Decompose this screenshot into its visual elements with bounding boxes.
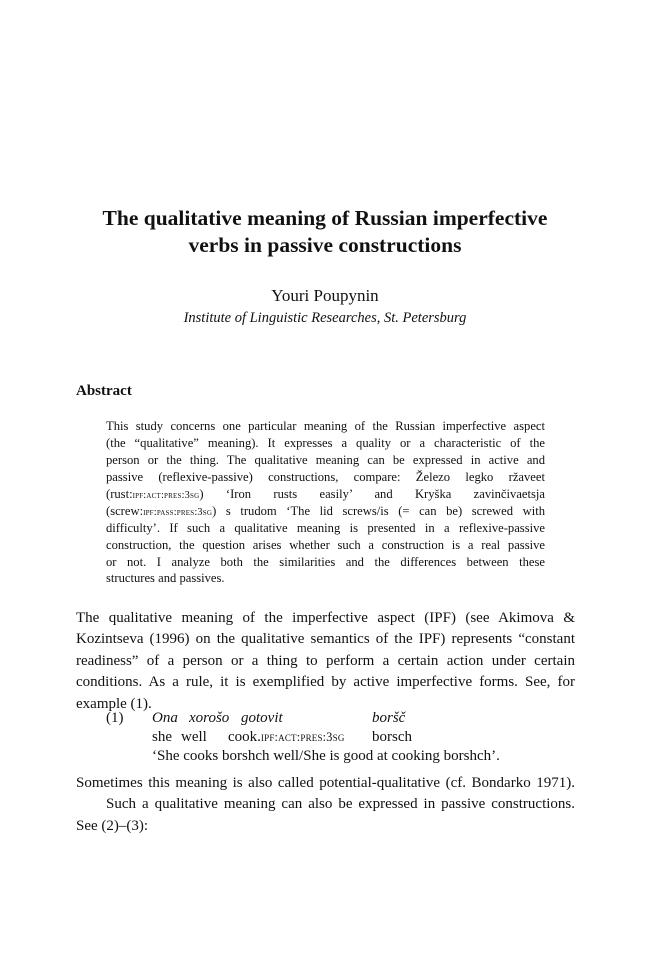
example-source-line xyxy=(152,709,405,728)
gloss-tag: ipf:act:pres:3sg xyxy=(260,730,345,744)
title-line-2: verbs in passive constructions xyxy=(188,233,462,257)
abstract-line xyxy=(106,486,545,503)
gloss-word xyxy=(228,728,372,747)
paragraph-line: Kozintseva (1996) on the qualitative semantics of the IPF) represents “constant xyxy=(76,631,575,648)
gloss-word: she xyxy=(152,729,172,745)
paper-title xyxy=(60,205,590,259)
abstract-line: difficulty’. If such a qualitative meaning is presented in a reflexive-passive xyxy=(106,520,545,535)
abstract-text: (rust: xyxy=(106,486,133,501)
paragraph-line: readiness” of a person or a thing to perform a certain action under certain xyxy=(76,652,575,669)
abstract-line: structures and passives. xyxy=(106,571,225,586)
example-word: xorošo xyxy=(189,710,230,726)
gloss-tag: ipf:act:pres:3sg xyxy=(132,489,200,501)
abstract-line: passive (reflexive-passive) constructions, compare: Železo legko ržaveet xyxy=(106,469,545,484)
paragraph-line: conditions. As a rule, it is exemplified by active imperfective forms. See, for xyxy=(76,674,575,691)
author-affiliation: Institute of Linguistic Researches, St. Petersburg xyxy=(183,310,467,326)
gloss-word: well xyxy=(181,729,207,745)
gloss-tag: ipf:pass:pres:3sg xyxy=(143,506,213,518)
example-number: (1) xyxy=(106,710,124,726)
paragraph-line: The qualitative meaning of the imperfective aspect (IPF) (see Akimova & xyxy=(76,610,575,626)
abstract-line: or not. I analyze both the similarities and the differences between these xyxy=(106,554,545,569)
paragraph-line: See (2)–(3): xyxy=(76,817,149,834)
gloss-word: borsch xyxy=(372,729,412,745)
author-name: Youri Poupynin xyxy=(271,286,379,305)
example-translation: ‘She cooks borshch well/She is good at cooking borshch’. xyxy=(152,748,500,764)
gloss-stem: cook. xyxy=(228,729,261,745)
abstract-text: ) s trudom ‘The lid screws/is (= can be) screwed with xyxy=(212,503,545,518)
abstract-text: (screw: xyxy=(106,503,144,518)
example-word: boršč xyxy=(372,710,406,726)
abstract-line: person or the thing. The qualitative meaning can be expressed in active and xyxy=(106,452,545,467)
paragraph-line: example (1). xyxy=(76,695,152,712)
example-gloss-line xyxy=(152,728,412,747)
abstract-line xyxy=(106,503,545,520)
title-line-1: The qualitative meaning of Russian imperfective xyxy=(102,206,548,230)
abstract-body xyxy=(106,418,545,587)
example-word: gotovit xyxy=(241,710,283,726)
abstract-line: construction, the question arises whether such a construction is a real passive xyxy=(106,537,545,552)
abstract-text: ) ‘Iron rusts easily’ and Kryška zavinčivaetsja xyxy=(199,486,545,501)
abstract-line: This study concerns one particular meaning of the Russian imperfective aspect xyxy=(106,419,545,433)
paragraph-line: Sometimes this meaning is also called potential-qualitative (cf. Bondarko 1971). xyxy=(76,775,575,791)
abstract-line: (the “qualitative” meaning). It expresses a quality or a characteristic of the xyxy=(106,435,545,450)
body-paragraph-1 xyxy=(76,608,575,715)
example-word: Ona xyxy=(152,710,178,726)
body-paragraph-2 xyxy=(76,773,575,837)
paragraph-line: Such a qualitative meaning can also be expressed in passive constructions. xyxy=(106,796,575,813)
abstract-heading: Abstract xyxy=(76,383,132,399)
